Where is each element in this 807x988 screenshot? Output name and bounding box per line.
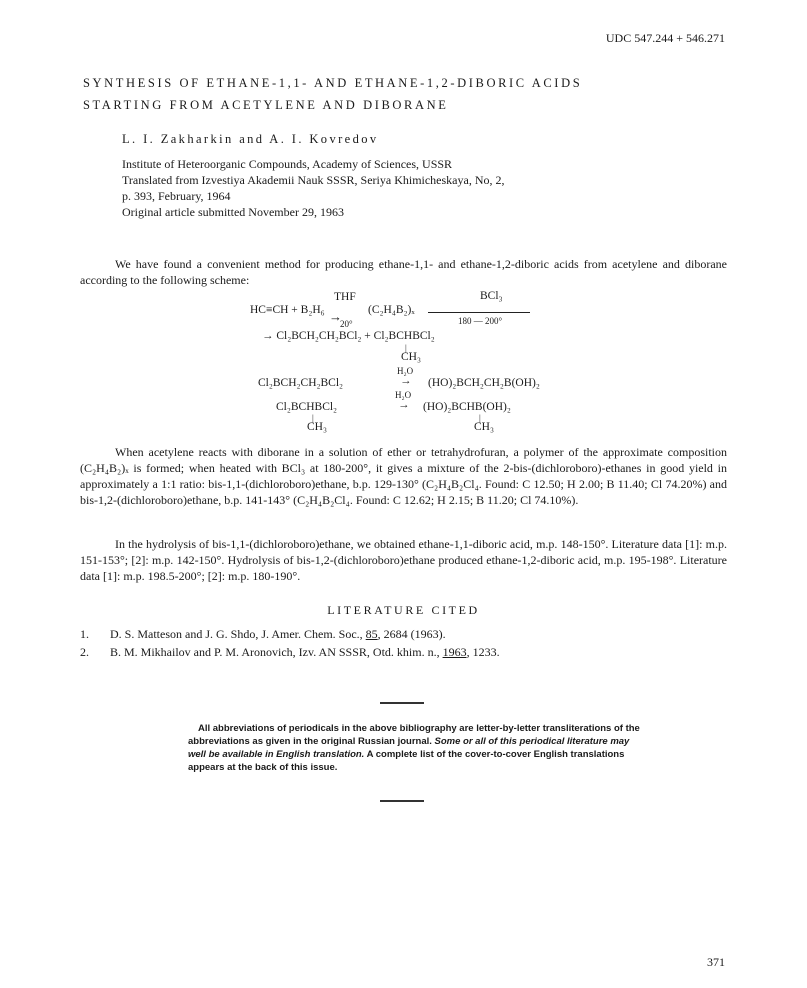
- submission-date: Original article submitted November 29, 1963: [122, 205, 344, 219]
- hydrolysis-b-branch: CH₃: [307, 421, 327, 433]
- article-title-line-2: STARTING FROM ACETYLENE AND DIBORANE: [83, 98, 449, 112]
- scheme-h2o-a: H₂O: [397, 366, 414, 376]
- scheme-arrow-1: →: [329, 309, 342, 324]
- literature-heading: LITERATURE CITED: [327, 603, 480, 617]
- scheme-branch: CH₃: [401, 351, 421, 363]
- scheme-products: → Cl₂BCH₂CH₂BCl₂ + Cl₂BCHBCl₂: [262, 330, 435, 342]
- page-number: 371: [707, 955, 725, 969]
- udc-code: UDC 547.244 + 546.271: [605, 31, 725, 45]
- divider-top: [380, 702, 424, 704]
- affiliation-block: [122, 156, 505, 220]
- reference-pages: , 2684 (1963).: [377, 627, 446, 641]
- hydrolysis-b-arrow: →: [398, 399, 410, 411]
- hydrolysis-b-branch-2: CH₃: [474, 421, 494, 433]
- reference-volume: 1963: [442, 645, 467, 659]
- reference-number: 2.: [80, 645, 89, 659]
- hydrolysis-a-product: (HO)₂BCH₂CH₂B(OH)₂: [428, 377, 540, 389]
- intro-paragraph: [80, 256, 727, 288]
- reference-authors: D. S. Matteson and J. G. Shdo, J. Amer. Chem. Soc.,: [110, 627, 366, 641]
- hydrolysis-b-branch-bar-2: |: [479, 413, 481, 423]
- article-title-line-1: SYNTHESIS OF ETHANE-1,1- AND ETHANE-1,2-DIBORIC ACIDS: [83, 76, 583, 90]
- reference-item: [80, 627, 446, 642]
- note-part-c: A complete list of the cover-to-cover English translations appears at the back of this issue.: [188, 749, 625, 773]
- polymer-text: When acetylene reacts with diborane in a solution of ether or tetrahydrofuran, a polymer of the approximate composition (C₂H₄B₂)ₓ is formed; when heated with BCl₃ at 180-200°, it gives a mixture of the 2-bis-(dichloroboro)-ethanes in good yield in approximately a 1:1 ratio: bis-1,1-(dichloroboro)ethane, b.p. 129-130° (C₂H₄B₂Cl₄. Found: C 12.50; H 2.00; B 11.40; Cl 74.20%) and bis-1,2-(dichloroboro)ethane, b.p. 141-143° (C₂H₄B₂Cl₄. Found: C 12.62; H 2.15; B 11.20; Cl 74.10%).: [80, 445, 727, 507]
- hydrolysis-b-product: (HO)₂BCHB(OH)₂: [423, 401, 511, 413]
- intro-text: We have found a convenient method for producing ethane-1,1- and ethane-1,2-diboric acids from acetylene and diborane according to the following scheme:: [80, 257, 727, 287]
- hydrolysis-b-branch-bar: |: [312, 413, 314, 423]
- scheme-branch-bar: |: [405, 343, 407, 353]
- divider-bottom: [380, 800, 424, 802]
- reaction-scheme: [250, 290, 630, 440]
- translation-source-page: p. 393, February, 1964: [122, 189, 231, 203]
- reference-number: 1.: [80, 627, 89, 641]
- reference-authors: B. M. Mikhailov and P. M. Aronovich, Izv. AN SSSR, Otd. khim. n.,: [110, 645, 443, 659]
- scheme-temp-1: 20°: [340, 319, 353, 329]
- scheme-reactants: HC≡CH + B₂H₆: [250, 304, 325, 316]
- editorial-note-text: [188, 722, 648, 774]
- reference-pages: , 1233.: [466, 645, 500, 659]
- hydrolysis-a-arrow: →: [400, 375, 412, 387]
- scheme-thf-label: THF: [334, 291, 356, 303]
- authors: L. I. Zakharkin and A. I. Kovredov: [122, 132, 379, 146]
- editorial-note: [188, 722, 648, 774]
- institute: Institute of Heteroorganic Compounds, Academy of Sciences, USSR: [122, 157, 453, 171]
- scheme-temp-2: 180 — 200°: [458, 316, 503, 326]
- hydrolysis-paragraph: [80, 536, 727, 584]
- scheme-polymer: (C₂H₄B₂)ₓ: [368, 304, 415, 316]
- polymer-paragraph: [80, 444, 727, 508]
- hydrolysis-a-reactant: Cl₂BCH₂CH₂BCl₂: [258, 377, 344, 389]
- reference-item: [80, 645, 500, 660]
- hydrolysis-b-reactant: Cl₂BCHBCl₂: [276, 401, 338, 413]
- scheme-h2o-b: H₂O: [395, 390, 412, 400]
- reference-volume: 85: [365, 627, 378, 641]
- hydrolysis-text: In the hydrolysis of bis-1,1-(dichloroboro)ethane, we obtained ethane-1,1-diboric acid, m.p. 148-150°. Literature data [1]: m.p. 151-153°; [2]: m.p. 142-150°. Hydrolysis of bis-1,2-(dichloroboro)ethane produced ethane-1,2-diboric acid, m.p. 195-198°. Literature data [1]: m.p. 198.5-200°; [2]: m.p. 180-190°.: [80, 537, 727, 583]
- scheme-bcl3-label: BCl₃: [480, 290, 503, 302]
- translation-source: Translated from Izvestiya Akademii Nauk SSSR, Seriya Khimicheskaya, No, 2,: [122, 173, 505, 187]
- note-part-a: All abbreviations of periodicals in the above bibliography are letter-by-letter transliterations of the abbreviations as given in the original Russian journal.: [188, 723, 640, 747]
- note-part-b: Some or all of this periodical literature may well be available in English translation.: [188, 736, 630, 760]
- scheme-arrow-2: [428, 312, 530, 313]
